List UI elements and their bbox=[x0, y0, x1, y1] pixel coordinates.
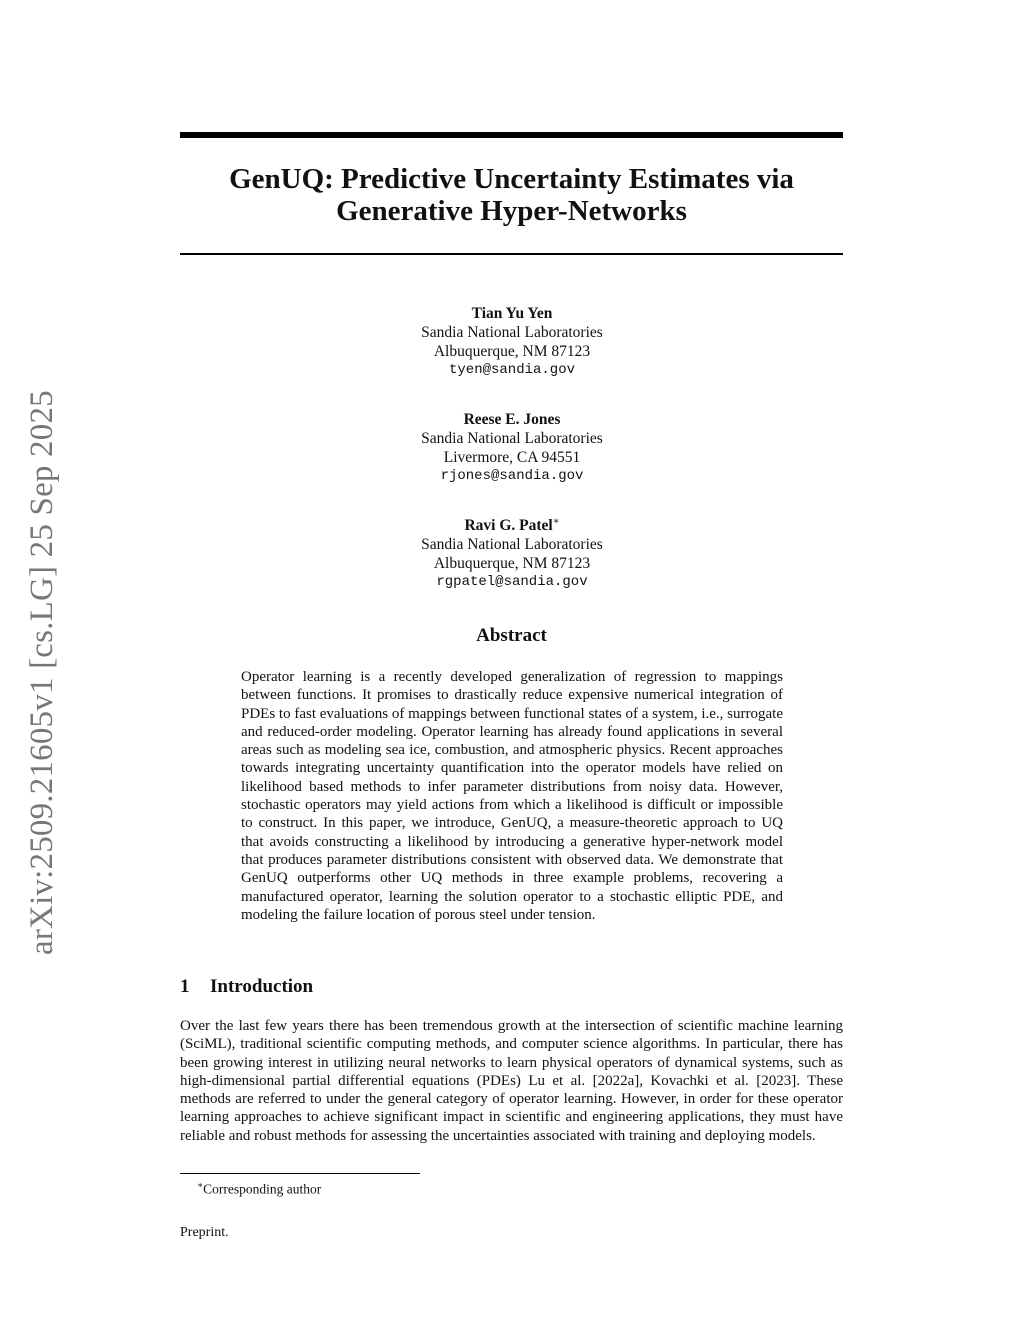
author-affiliation: Sandia National Laboratories bbox=[421, 430, 603, 448]
abstract-text: Operator learning is a recently developed generalization of regression to mappings between functions. It promises to drastically reduce expensive numerical integration of PDEs to fast evaluations of mappings between functional states of a system, i.e., surrogate and reduced-order modeling. Operator learning has already found applications in several areas such as modeling sea ice, combustion, and atmospheric physics. Recent approaches towards integrating uncertainty quantification into the operator models have relied on likelihood based methods to infer parameter distributions from noisy data. However, stochastic operators may yield actions from which a likelihood is difficult or impossible to construct. In this paper, we introduce, GenUQ, a measure-theoretic approach to UQ that avoids constructing a likelihood by introducing a generative hyper-network model that produces parameter distributions consistent with observed data. We demonstrate that GenUQ outperforms other UQ methods in three example problems, recovering a manufactured operator, learning the solution operator to a stochastic elliptic PDE, and modeling the failure location of porous steel under tension. bbox=[241, 669, 783, 923]
footnote-text: Corresponding author bbox=[203, 1181, 322, 1197]
arxiv-stamp[interactable]: arXiv:2509.21605v1 [cs.LG] 25 Sep 2025 bbox=[24, 390, 60, 955]
author-email[interactable]: rgpatel@sandia.gov bbox=[436, 574, 588, 591]
author-entry bbox=[330, 406, 694, 486]
author-location: Albuquerque, NM 87123 bbox=[433, 343, 591, 361]
author-name: Tian Yu Yen bbox=[471, 305, 553, 323]
footnote-mark: ∗ bbox=[197, 1180, 204, 1190]
section-title: Introduction bbox=[210, 976, 314, 997]
author-location: Livermore, CA 94551 bbox=[443, 449, 581, 467]
author-entry bbox=[330, 300, 694, 380]
author-affiliation: Sandia National Laboratories bbox=[421, 536, 603, 554]
title-rule-bottom bbox=[180, 253, 843, 255]
author-email[interactable]: tyen@sandia.gov bbox=[448, 362, 576, 379]
section-heading bbox=[180, 976, 843, 998]
footnote-rule bbox=[180, 1173, 420, 1174]
paper-title: GenUQ: Predictive Uncertainty Estimates via Generative Hyper-Networks bbox=[229, 163, 794, 227]
author-entry bbox=[330, 512, 694, 592]
author-name: Reese E. Jones bbox=[463, 411, 561, 429]
footnote bbox=[197, 1177, 321, 1198]
title-rule-top bbox=[180, 132, 843, 138]
preprint-label: Preprint. bbox=[180, 1225, 229, 1240]
author-location: Albuquerque, NM 87123 bbox=[433, 555, 591, 573]
abstract-heading: Abstract bbox=[476, 625, 547, 646]
author-email[interactable]: rjones@sandia.gov bbox=[440, 468, 584, 485]
section-number: 1 bbox=[180, 976, 190, 997]
author-affiliation: Sandia National Laboratories bbox=[421, 324, 603, 342]
author-block bbox=[330, 300, 694, 618]
footnote-marker[interactable]: ∗ bbox=[552, 516, 560, 528]
author-name: Ravi G. Patel∗ bbox=[464, 516, 560, 535]
introduction-text: Over the last few years there has been tremendous growth at the intersection of scientific machine learning (SciML), traditional scientific computing methods, and computer science algorithms. In particular, there has been growing interest in utilizing neural networks to learn physical operators of dynamical systems, such as high-dimensional partial differential equations (PDEs) Lu et al. [2022a], Kovachki et al. [2023]. These methods are referred to under the general category of operator learning. However, in order for these operator learning approaches to achieve significant impact in scientific and engineering applications, they must have reliable and robust methods for assessing the uncertainties associated with training and deploying models. bbox=[180, 1018, 843, 1144]
